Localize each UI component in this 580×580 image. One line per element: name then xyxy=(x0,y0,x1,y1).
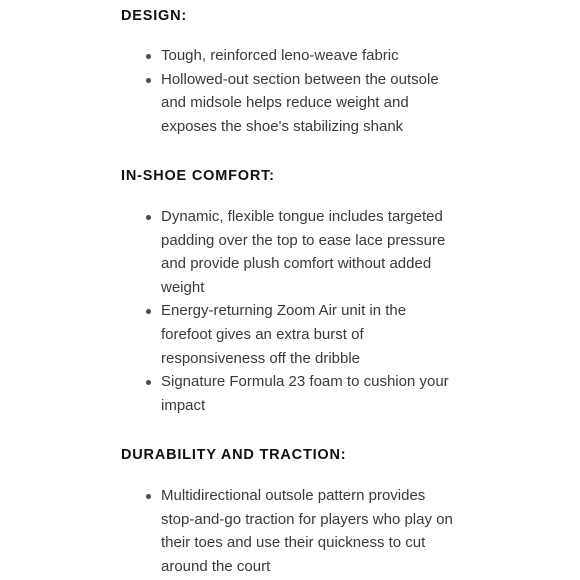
bullet-icon xyxy=(146,215,151,220)
bullet-icon xyxy=(146,494,151,499)
section-heading-durability-and-traction: DURABILITY AND TRACTION: xyxy=(121,447,347,463)
list-item xyxy=(0,299,580,370)
section-heading-in-shoe-comfort: IN-SHOE COMFORT: xyxy=(121,168,275,184)
list-item xyxy=(0,44,580,68)
bullet-icon xyxy=(146,54,151,59)
bullet-icon xyxy=(146,78,151,83)
list-item-text: Signature Formula 23 foam to cushion your impact xyxy=(161,373,449,414)
list-item-text: Hollowed-out section between the outsole and midsole helps reduce weight and exposes the shoe's stabilizing shank xyxy=(161,70,439,135)
list-item xyxy=(0,68,580,139)
durability-feature-list xyxy=(0,484,580,578)
bullet-icon xyxy=(146,380,151,385)
list-item-text: Tough, reinforced leno-weave fabric xyxy=(161,47,399,64)
bullet-icon xyxy=(146,309,151,314)
list-item-text: Dynamic, flexible tongue includes targeted padding over the top to ease lace pressure and provide plush comfort without added weight xyxy=(161,208,446,296)
list-item-text: Energy-returning Zoom Air unit in the forefoot gives an extra burst of responsiveness off the dribble xyxy=(161,302,407,367)
comfort-feature-list xyxy=(0,205,580,417)
section-heading-design: DESIGN: xyxy=(121,8,188,24)
list-item xyxy=(0,484,580,578)
design-feature-list xyxy=(0,44,580,138)
list-item xyxy=(0,370,580,417)
list-item-text: Multidirectional outsole pattern provides stop-and-go traction for players who play on their toes and use their quickness to cut around the court xyxy=(161,487,453,575)
list-item xyxy=(0,205,580,299)
